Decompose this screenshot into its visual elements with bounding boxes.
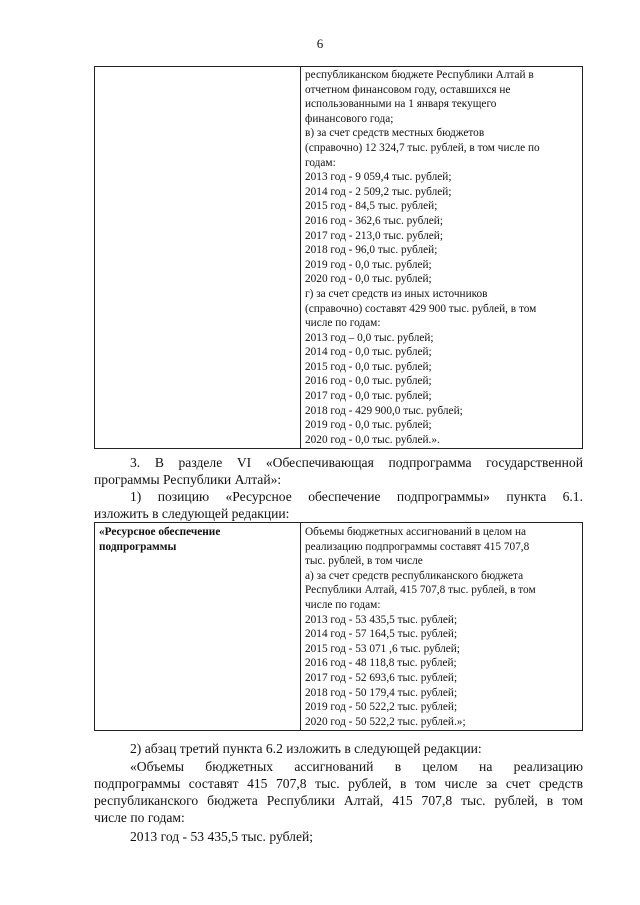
cell-line: 2015 год - 84,5 тыс. рублей;: [305, 200, 438, 213]
cell-line: реализацию подпрограммы составят 415 707,8: [305, 540, 530, 553]
cell-line: 2019 год - 50 522,2 тыс. рублей;: [305, 701, 458, 714]
cell-line: 2017 год - 0,0 тыс. рублей;: [305, 390, 432, 403]
paragraph-line: подпрограммы составят 415 707,8 тыс. рублей, в том числе за счет средств: [94, 776, 583, 791]
cell-line: республиканском бюджете Республики Алтай в: [305, 69, 534, 81]
cell-line: 2013 год – 0,0 тыс. рублей;: [305, 331, 434, 344]
section-3-paragraph: [94, 454, 583, 488]
cell-line: 2016 год - 362,6 тыс. рублей;: [305, 214, 443, 227]
cell-line: 2014 год - 57 164,5 тыс. рублей;: [305, 628, 458, 641]
paragraph-line: числе по годам:: [94, 810, 185, 825]
cell-line: числе по годам:: [305, 317, 381, 330]
table-row: [95, 523, 583, 731]
cell-line: тыс. рублей, в том числе: [305, 555, 423, 568]
paragraph-line: программы Республики Алтай»:: [94, 472, 282, 487]
cell-line: (справочно) 12 324,7 тыс. рублей, в том числе по: [305, 141, 540, 154]
table-row: [95, 67, 583, 449]
cell-line: 2014 год - 2 509,2 тыс. рублей;: [305, 185, 452, 198]
cell-line: 2013 год - 53 435,5 тыс. рублей;: [305, 613, 458, 626]
cell-line: подпрограммы: [99, 540, 177, 553]
table-right-cell: [301, 67, 583, 449]
cell-line: 2015 год - 0,0 тыс. рублей;: [305, 360, 432, 373]
table-left-cell: [95, 67, 301, 449]
cell-line: 2020 год - 0,0 тыс. рублей.».: [305, 433, 440, 446]
table-right-cell: [301, 523, 583, 731]
paragraph-line: 2) абзац третий пункта 6.2 изложить в следующей редакции:: [130, 741, 482, 756]
paragraph-line: республиканского бюджета Республики Алтай, 415 707,8 тыс. рублей, в том: [94, 793, 583, 808]
paragraph-line: 2013 год - 53 435,5 тыс. рублей;: [130, 829, 314, 844]
cell-line: числе по годам:: [305, 598, 381, 611]
page-number: 6: [316, 36, 324, 51]
cell-line: 2017 год - 213,0 тыс. рублей;: [305, 229, 443, 242]
cell-line: 2020 год - 50 522,2 тыс. рублей.»;: [305, 715, 466, 728]
funding-table-continued: [94, 66, 583, 449]
cell-line: отчетном финансовом году, оставшихся не: [305, 83, 511, 96]
cell-line: 2015 год - 53 071 ,6 тыс. рублей;: [305, 642, 460, 655]
cell-line: финансового года;: [305, 112, 394, 125]
paragraph-line: изложить в следующей редакции:: [94, 506, 290, 521]
year-line-paragraph: [94, 828, 583, 845]
cell-line: 2019 год - 0,0 тыс. рублей;: [305, 419, 432, 432]
cell-line: 2019 год - 0,0 тыс. рублей;: [305, 258, 432, 271]
cell-line: в) за счет средств местных бюджетов: [305, 127, 485, 140]
cell-line: Республики Алтай, 415 707,8 тыс. рублей, в том: [305, 584, 536, 597]
cell-line: 2014 год - 0,0 тыс. рублей;: [305, 346, 432, 359]
cell-line: 2018 год - 429 900,0 тыс. рублей;: [305, 404, 463, 417]
item-1-paragraph: [94, 488, 583, 522]
cell-line: 2016 год - 48 118,8 тыс. рублей;: [305, 657, 457, 670]
cell-line: 2020 год - 0,0 тыс. рублей;: [305, 273, 432, 286]
cell-line: 2018 год - 96,0 тыс. рублей;: [305, 244, 438, 257]
cell-line: 2016 год - 0,0 тыс. рублей;: [305, 375, 432, 388]
item-2-paragraph: [94, 740, 583, 757]
cell-line: (справочно) составят 429 900 тыс. рублей, в том: [305, 302, 537, 315]
quote-paragraph: [94, 758, 583, 826]
cell-line: 2018 год - 50 179,4 тыс. рублей;: [305, 686, 458, 699]
cell-line: годам:: [305, 156, 336, 169]
cell-line: г) за счет средств из иных источников: [305, 287, 488, 300]
paragraph-line: 3. В разделе VI «Обеспечивающая подпрограмма государственной: [130, 455, 583, 470]
paragraph-line: 1) позицию «Ресурсное обеспечение подпрограммы» пункта 6.1.: [130, 489, 583, 504]
cell-line: Объемы бюджетных ассигнований в целом на: [305, 526, 527, 538]
cell-line: а) за счет средств республиканского бюджета: [305, 569, 524, 582]
table-left-cell: [95, 523, 301, 731]
cell-line: 2013 год - 9 059,4 тыс. рублей;: [305, 171, 452, 184]
paragraph-line: «Объемы бюджетных ассигнований в целом на реализацию: [130, 759, 583, 774]
cell-line: «Ресурсное обеспечение: [99, 526, 221, 538]
resource-provision-table: [94, 522, 583, 731]
cell-line: использованными на 1 января текущего: [305, 98, 497, 111]
cell-line: 2017 год - 52 693,6 тыс. рублей;: [305, 671, 458, 684]
